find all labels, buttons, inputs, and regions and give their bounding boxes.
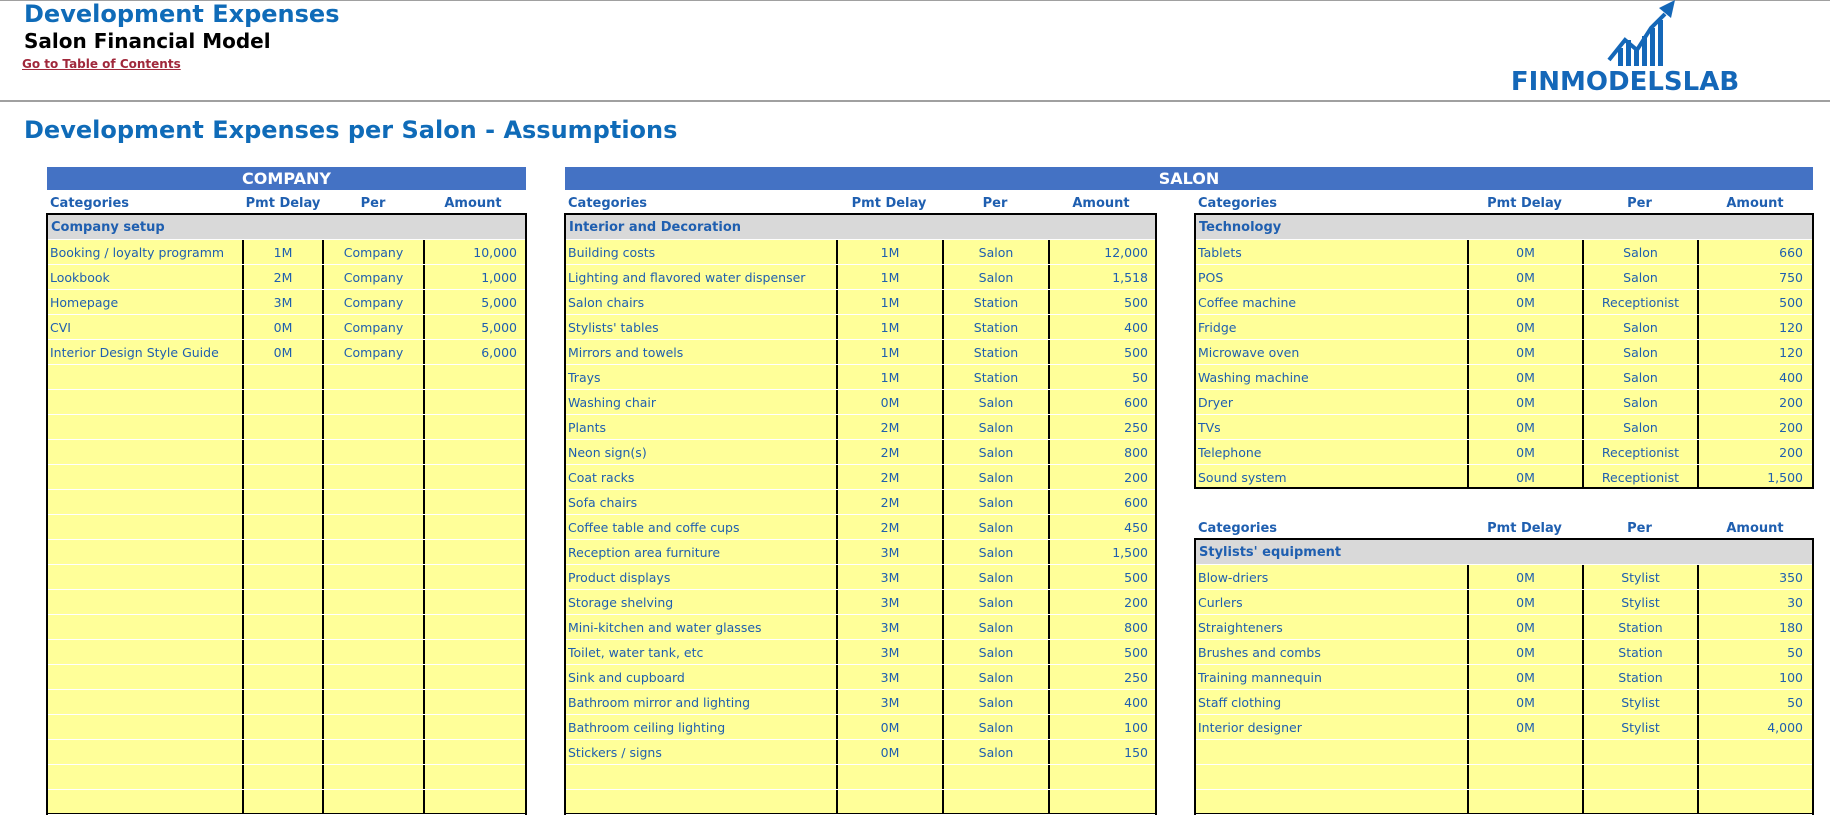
table-row[interactable] xyxy=(1196,440,1812,465)
empty-row xyxy=(48,365,525,390)
row-category: Stylists' tables xyxy=(568,320,659,335)
row-per: Receptionist xyxy=(1601,470,1680,485)
row-per: Salon xyxy=(978,470,1014,485)
row-amount: 200 xyxy=(1779,420,1803,435)
col-categories: Categories xyxy=(568,196,648,211)
row-per: Salon xyxy=(978,620,1014,635)
row-per: Salon xyxy=(1623,320,1658,335)
row-pmt-delay: 0M xyxy=(1516,720,1535,735)
row-per: Salon xyxy=(978,245,1014,260)
row-amount: 250 xyxy=(1124,670,1148,685)
row-category: Stickers / signs xyxy=(568,745,662,760)
row-pmt-delay: 0M xyxy=(1516,270,1535,285)
table-row[interactable] xyxy=(566,690,1155,715)
row-amount: 12,000 xyxy=(1104,245,1148,260)
group-label: Technology xyxy=(1199,220,1282,235)
row-pmt-delay: 0M xyxy=(1516,345,1535,360)
row-per: Station xyxy=(973,345,1019,360)
row-pmt-delay: 0M xyxy=(1516,245,1535,260)
row-amount: 800 xyxy=(1124,445,1148,460)
col-amount: Amount xyxy=(1072,196,1130,211)
table-row[interactable] xyxy=(566,665,1155,690)
col-categories: Categories xyxy=(50,196,130,211)
row-pmt-delay: 0M xyxy=(1516,420,1535,435)
row-per: Company xyxy=(343,345,404,360)
company-band: COMPANY xyxy=(47,167,526,190)
row-amount: 180 xyxy=(1779,620,1803,635)
section-title: Development Expenses per Salon - Assumptions xyxy=(24,116,678,144)
table-row[interactable] xyxy=(1196,365,1812,390)
empty-row xyxy=(48,490,525,515)
row-category: Telephone xyxy=(1198,445,1262,460)
table-row[interactable] xyxy=(1196,565,1812,590)
row-category: Bathroom ceiling lighting xyxy=(568,720,726,735)
row-category: CVI xyxy=(50,320,71,335)
empty-row xyxy=(566,765,1155,790)
row-pmt-delay: 3M xyxy=(880,645,900,660)
table-row[interactable] xyxy=(1196,390,1812,415)
row-pmt-delay: 0M xyxy=(1516,645,1535,660)
row-category: Fridge xyxy=(1198,320,1237,335)
row-per: Salon xyxy=(1623,370,1658,385)
empty-row xyxy=(566,790,1155,815)
table-row[interactable] xyxy=(566,640,1155,665)
row-category: Toilet, water tank, etc xyxy=(568,645,704,660)
row-category: Storage shelving xyxy=(568,595,674,610)
table-row[interactable] xyxy=(566,615,1155,640)
col-categories: Categories xyxy=(1198,521,1278,536)
row-category: Sofa chairs xyxy=(568,495,638,510)
col-per: Per xyxy=(1627,196,1652,211)
row-per: Receptionist xyxy=(1601,295,1680,310)
row-pmt-delay: 0M xyxy=(273,320,293,335)
empty-row xyxy=(48,790,525,815)
technology-table xyxy=(1194,213,1814,489)
row-category: Mini-kitchen and water glasses xyxy=(568,620,762,635)
table-row[interactable] xyxy=(566,465,1155,490)
row-pmt-delay: 3M xyxy=(273,295,293,310)
empty-row xyxy=(1196,765,1812,790)
row-per: Salon xyxy=(978,445,1014,460)
row-pmt-delay: 0M xyxy=(880,395,900,410)
row-per: Salon xyxy=(1623,420,1658,435)
row-category: Dryer xyxy=(1198,395,1233,410)
group-label: Stylists' equipment xyxy=(1199,545,1342,560)
row-pmt-delay: 3M xyxy=(880,570,900,585)
row-per: Salon xyxy=(978,670,1014,685)
row-pmt-delay: 3M xyxy=(880,620,900,635)
row-pmt-delay: 2M xyxy=(880,520,900,535)
empty-row xyxy=(48,540,525,565)
row-amount: 600 xyxy=(1124,495,1148,510)
table-row[interactable] xyxy=(566,290,1155,315)
row-category: Booking / loyalty programm xyxy=(50,245,225,260)
row-per: Stylist xyxy=(1621,720,1660,735)
row-category: Lighting and flavored water dispenser xyxy=(568,270,806,285)
row-pmt-delay: 0M xyxy=(1516,695,1535,710)
company-header-row xyxy=(47,193,526,215)
row-amount: 50 xyxy=(1787,695,1803,710)
row-per: Salon xyxy=(978,645,1014,660)
row-pmt-delay: 3M xyxy=(880,595,900,610)
model-name: Salon Financial Model xyxy=(24,29,271,53)
table-of-contents-link[interactable]: Go to Table of Contents xyxy=(22,57,181,71)
row-category: Training mannequin xyxy=(1198,670,1322,685)
row-category: Interior Design Style Guide xyxy=(50,345,219,360)
row-pmt-delay: 0M xyxy=(1516,295,1535,310)
row-per: Salon xyxy=(978,495,1014,510)
row-amount: 30 xyxy=(1787,595,1803,610)
row-amount: 800 xyxy=(1124,620,1148,635)
row-amount: 500 xyxy=(1124,645,1148,660)
empty-row xyxy=(48,715,525,740)
row-category: Sink and cupboard xyxy=(568,670,685,685)
technology-header-row xyxy=(1195,193,1813,215)
row-amount: 10,000 xyxy=(473,245,517,260)
empty-row xyxy=(48,690,525,715)
row-category: Salon chairs xyxy=(568,295,645,310)
row-amount: 500 xyxy=(1124,295,1148,310)
row-amount: 100 xyxy=(1779,670,1803,685)
row-category: Trays xyxy=(568,370,601,385)
col-pmt-delay: Pmt Delay xyxy=(851,196,927,211)
table-row[interactable] xyxy=(566,490,1155,515)
row-per: Stylist xyxy=(1621,695,1660,710)
row-amount: 5,000 xyxy=(481,320,517,335)
table-row[interactable] xyxy=(1196,415,1812,440)
row-amount: 500 xyxy=(1124,570,1148,585)
row-pmt-delay: 1M xyxy=(880,270,900,285)
row-per: Stylist xyxy=(1621,570,1660,585)
row-per: Station xyxy=(1618,670,1663,685)
row-pmt-delay: 3M xyxy=(880,695,900,710)
row-amount: 250 xyxy=(1124,420,1148,435)
row-pmt-delay: 2M xyxy=(880,420,900,435)
row-pmt-delay: 1M xyxy=(880,370,900,385)
row-amount: 450 xyxy=(1124,520,1148,535)
empty-row xyxy=(48,765,525,790)
empty-row xyxy=(48,515,525,540)
row-per: Salon xyxy=(1623,245,1658,260)
table-row[interactable] xyxy=(566,590,1155,615)
empty-row xyxy=(48,665,525,690)
row-category: Coat racks xyxy=(568,470,635,485)
col-amount: Amount xyxy=(1726,196,1784,211)
row-pmt-delay: 0M xyxy=(1516,620,1535,635)
row-amount: 600 xyxy=(1124,395,1148,410)
row-amount: 100 xyxy=(1124,720,1148,735)
row-per: Company xyxy=(343,270,404,285)
row-pmt-delay: 1M xyxy=(880,295,900,310)
row-per: Stylist xyxy=(1621,595,1660,610)
row-category: Washing machine xyxy=(1198,370,1309,385)
row-category: Lookbook xyxy=(50,270,110,285)
table-row[interactable] xyxy=(1196,665,1812,690)
row-amount: 120 xyxy=(1779,320,1803,335)
row-pmt-delay: 1M xyxy=(880,320,900,335)
table-row[interactable] xyxy=(566,315,1155,340)
row-per: Station xyxy=(973,320,1019,335)
row-category: Mirrors and towels xyxy=(568,345,684,360)
row-per: Station xyxy=(973,370,1019,385)
row-per: Salon xyxy=(978,720,1014,735)
group-header-row xyxy=(1196,215,1812,240)
row-category: Brushes and combs xyxy=(1198,645,1321,660)
row-amount: 200 xyxy=(1779,445,1803,460)
group-header-row xyxy=(1196,540,1812,565)
row-category: Blow-driers xyxy=(1198,570,1269,585)
col-pmt-delay: Pmt Delay xyxy=(1487,196,1562,211)
row-amount: 1,500 xyxy=(1767,470,1803,485)
row-category: TVs xyxy=(1198,420,1221,435)
row-category: Tablets xyxy=(1198,245,1242,260)
table-row[interactable] xyxy=(1196,590,1812,615)
group-label: Interior and Decoration xyxy=(569,220,742,235)
group-label: Company setup xyxy=(51,220,165,235)
row-per: Salon xyxy=(978,395,1014,410)
col-per: Per xyxy=(360,196,386,211)
row-category: Building costs xyxy=(568,245,656,260)
page-title: Development Expenses xyxy=(24,0,340,28)
stylists-header-row xyxy=(1195,518,1813,540)
row-per: Company xyxy=(343,245,404,260)
table-row[interactable] xyxy=(1196,315,1812,340)
row-category: Product displays xyxy=(568,570,671,585)
empty-row xyxy=(1196,790,1812,815)
row-category: Straighteners xyxy=(1198,620,1283,635)
table-row[interactable] xyxy=(566,715,1155,740)
row-category: Microwave oven xyxy=(1198,345,1300,360)
table-row[interactable] xyxy=(566,390,1155,415)
table-row[interactable] xyxy=(566,540,1155,565)
col-amount: Amount xyxy=(444,196,502,211)
chart-arrow-logo-icon xyxy=(1505,0,1745,70)
row-per: Station xyxy=(973,295,1019,310)
row-category: Coffee machine xyxy=(1198,295,1297,310)
table-row[interactable] xyxy=(1196,615,1812,640)
row-amount: 6,000 xyxy=(481,345,517,360)
table-row[interactable] xyxy=(1196,265,1812,290)
table-row[interactable] xyxy=(566,565,1155,590)
row-amount: 50 xyxy=(1787,645,1803,660)
row-pmt-delay: 0M xyxy=(880,745,900,760)
row-category: Washing chair xyxy=(568,395,657,410)
row-category: Sound system xyxy=(1198,470,1287,485)
row-amount: 200 xyxy=(1124,470,1148,485)
finmodelslab-logo xyxy=(1505,0,1745,97)
table-row[interactable] xyxy=(566,265,1155,290)
row-per: Salon xyxy=(978,570,1014,585)
empty-row xyxy=(48,565,525,590)
empty-row xyxy=(48,415,525,440)
empty-row xyxy=(48,740,525,765)
col-amount: Amount xyxy=(1726,521,1784,536)
row-category: Bathroom mirror and lighting xyxy=(568,695,751,710)
table-row[interactable] xyxy=(1196,290,1812,315)
row-per: Salon xyxy=(978,270,1014,285)
row-pmt-delay: 0M xyxy=(1516,395,1535,410)
table-row[interactable] xyxy=(566,340,1155,365)
col-categories: Categories xyxy=(1198,196,1278,211)
row-amount: 500 xyxy=(1779,295,1803,310)
row-amount: 750 xyxy=(1779,270,1803,285)
row-amount: 660 xyxy=(1779,245,1803,260)
row-per: Salon xyxy=(978,545,1014,560)
row-pmt-delay: 0M xyxy=(1516,320,1535,335)
group-header-row xyxy=(48,215,525,240)
row-amount: 120 xyxy=(1779,345,1803,360)
row-category: Curlers xyxy=(1198,595,1243,610)
row-amount: 5,000 xyxy=(481,295,517,310)
row-pmt-delay: 0M xyxy=(1516,670,1535,685)
row-category: POS xyxy=(1198,270,1224,285)
interior-header-row xyxy=(565,193,1156,215)
row-per: Station xyxy=(1618,645,1663,660)
table-row[interactable] xyxy=(566,740,1155,765)
row-pmt-delay: 0M xyxy=(1516,595,1535,610)
row-per: Salon xyxy=(1623,395,1658,410)
row-pmt-delay: 0M xyxy=(880,720,900,735)
row-amount: 400 xyxy=(1124,320,1148,335)
row-amount: 1,518 xyxy=(1112,270,1148,285)
row-amount: 50 xyxy=(1132,370,1148,385)
company-table xyxy=(46,213,527,815)
row-per: Salon xyxy=(1623,345,1658,360)
row-per: Salon xyxy=(1623,270,1658,285)
row-category: Staff clothing xyxy=(1198,695,1282,710)
table-row[interactable] xyxy=(566,415,1155,440)
row-pmt-delay: 1M xyxy=(880,245,900,260)
stylists-table xyxy=(1194,538,1814,815)
table-row[interactable] xyxy=(48,240,525,265)
row-per: Salon xyxy=(978,595,1014,610)
table-row[interactable] xyxy=(1196,240,1812,265)
col-per: Per xyxy=(982,196,1008,211)
empty-row xyxy=(48,390,525,415)
table-row[interactable] xyxy=(48,340,525,365)
row-pmt-delay: 2M xyxy=(880,495,900,510)
row-amount: 400 xyxy=(1779,370,1803,385)
row-category: Coffee table and coffe cups xyxy=(568,520,740,535)
row-pmt-delay: 0M xyxy=(1516,370,1535,385)
row-pmt-delay: 2M xyxy=(880,470,900,485)
table-row[interactable] xyxy=(48,265,525,290)
row-pmt-delay: 2M xyxy=(880,445,900,460)
row-pmt-delay: 0M xyxy=(1516,570,1535,585)
row-per: Company xyxy=(343,295,404,310)
empty-row xyxy=(1196,740,1812,765)
interior-table xyxy=(564,213,1157,815)
row-amount: 1,000 xyxy=(481,270,517,285)
row-per: Salon xyxy=(978,695,1014,710)
row-amount: 4,000 xyxy=(1767,720,1803,735)
empty-row xyxy=(48,640,525,665)
table-row[interactable] xyxy=(1196,715,1812,740)
header-separator xyxy=(0,100,1830,102)
row-per: Station xyxy=(1618,620,1663,635)
col-per: Per xyxy=(1627,521,1652,536)
row-category: Reception area furniture xyxy=(568,545,721,560)
row-per: Salon xyxy=(978,520,1014,535)
col-pmt-delay: Pmt Delay xyxy=(1487,521,1562,536)
row-category: Homepage xyxy=(50,295,119,310)
empty-row xyxy=(48,440,525,465)
row-category: Interior designer xyxy=(1198,720,1302,735)
row-category: Neon sign(s) xyxy=(568,445,647,460)
row-category: Plants xyxy=(568,420,607,435)
empty-row xyxy=(48,615,525,640)
row-pmt-delay: 2M xyxy=(273,270,293,285)
row-amount: 350 xyxy=(1779,570,1803,585)
salon-band: SALON xyxy=(565,167,1813,190)
empty-row xyxy=(48,590,525,615)
table-row[interactable] xyxy=(566,440,1155,465)
table-row[interactable] xyxy=(48,315,525,340)
row-amount: 200 xyxy=(1779,395,1803,410)
row-amount: 200 xyxy=(1124,595,1148,610)
row-per: Salon xyxy=(978,745,1014,760)
row-per: Company xyxy=(343,320,404,335)
row-pmt-delay: 3M xyxy=(880,545,900,560)
table-row[interactable] xyxy=(1196,465,1812,490)
row-pmt-delay: 1M xyxy=(880,345,900,360)
row-pmt-delay: 3M xyxy=(880,670,900,685)
row-pmt-delay: 0M xyxy=(1516,470,1535,485)
col-pmt-delay: Pmt Delay xyxy=(245,196,321,211)
row-amount: 150 xyxy=(1124,745,1148,760)
table-row[interactable] xyxy=(566,365,1155,390)
table-row[interactable] xyxy=(1196,640,1812,665)
table-row[interactable] xyxy=(48,290,525,315)
row-pmt-delay: 0M xyxy=(273,345,293,360)
row-pmt-delay: 0M xyxy=(1516,445,1535,460)
table-row[interactable] xyxy=(1196,340,1812,365)
row-amount: 500 xyxy=(1124,345,1148,360)
row-per: Receptionist xyxy=(1601,445,1680,460)
logo-wordmark: FINMODELSLAB xyxy=(1510,67,1740,97)
table-row[interactable] xyxy=(566,240,1155,265)
row-amount: 1,500 xyxy=(1112,545,1148,560)
table-row[interactable] xyxy=(566,515,1155,540)
row-pmt-delay: 1M xyxy=(273,245,293,260)
group-header-row xyxy=(566,215,1155,240)
empty-row xyxy=(48,465,525,490)
table-row[interactable] xyxy=(1196,690,1812,715)
row-per: Salon xyxy=(978,420,1014,435)
row-amount: 400 xyxy=(1124,695,1148,710)
